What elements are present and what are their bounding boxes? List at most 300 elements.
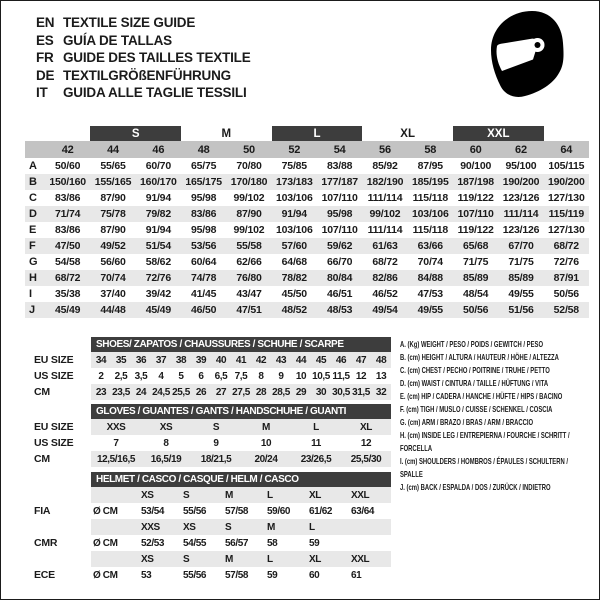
size-cell: 27,5 (231, 384, 251, 400)
size-cell: 18/21,5 (191, 451, 241, 467)
size-cell: 35 (111, 352, 131, 368)
size-cell: 30,5 (331, 384, 351, 400)
size-cell: 12 (360, 437, 372, 449)
cell (91, 551, 139, 567)
measure-cell: 107/110 (321, 192, 358, 204)
measure-cell: 83/86 (55, 224, 81, 236)
row-label: CM (34, 386, 50, 398)
size-cell: 45 (311, 352, 331, 368)
table-row (34, 567, 391, 583)
legend-item: J. (cm) BACK / ESPALDA / DOS / ZURÜCK / INDIETRO (400, 482, 551, 492)
helmet-size-header: L (265, 487, 307, 503)
measure-cell: 95/98 (191, 192, 217, 204)
helmet-size-cell: 58 (267, 537, 278, 549)
helmet-size-cell: 55/56 (183, 505, 207, 517)
legend-item: B. (cm) HEIGHT / ALTURA / HAUTEUR / HÖHE / ALTEZZA (400, 352, 559, 362)
measure-cell: 173/183 (272, 174, 317, 190)
measure-cell: 61/63 (362, 238, 407, 254)
size-column-header: 58 (408, 141, 453, 158)
helmet-size-header: XS (181, 519, 223, 535)
size-cell: 12,5/16,5 (91, 451, 141, 467)
helmet-size-cell: 59/60 (267, 505, 291, 517)
helmet-size-header: S (223, 519, 265, 535)
measure-cell: 65/75 (191, 160, 217, 172)
measure-cell: 44/48 (90, 302, 135, 318)
size-column-header: 60 (453, 141, 498, 158)
helmet-size-header: XS (139, 551, 181, 567)
cell (34, 472, 91, 487)
measure-cell: 46/50 (181, 302, 226, 318)
measure-cell: 123/126 (502, 224, 540, 236)
measure-cell: 83/86 (181, 206, 226, 222)
cell (45, 126, 90, 141)
helmet-size-cell: 63/64 (351, 505, 375, 517)
size-cell: 6 (198, 370, 204, 382)
helmet-size-header: L (307, 519, 349, 535)
language-line (36, 32, 251, 50)
measure-cell: 48/52 (272, 302, 317, 318)
size-cell: 12 (355, 370, 367, 382)
size-cell: 20/24 (241, 451, 291, 467)
size-band-m: M (221, 127, 232, 140)
helmet-size-header: XXL (349, 551, 391, 567)
guide-title: GUIDA ALLE TAGLIE TESSILI (63, 85, 247, 101)
table-row (34, 404, 391, 419)
size-band-s: S (90, 126, 181, 141)
language-code: DE (36, 67, 55, 83)
measure-cell: 50/60 (55, 160, 81, 172)
measure-row-label: F (25, 238, 45, 254)
measure-row-label: D (25, 206, 45, 222)
size-cell: XXS (91, 419, 141, 435)
size-column-header: 52 (272, 141, 317, 158)
size-cell: 10 (295, 370, 307, 382)
table-row (25, 206, 589, 222)
table-row (34, 419, 391, 435)
helmet-size-header: M (223, 551, 265, 567)
size-cell: 42 (251, 352, 271, 368)
measure-cell: 43/47 (236, 288, 262, 300)
cell (544, 126, 589, 141)
measure-cell: 65/68 (453, 238, 498, 254)
size-cell: 8 (163, 437, 169, 449)
measure-cell: 111/114 (498, 206, 543, 222)
size-cell: 31,5 (351, 384, 371, 400)
legend-item: F. (cm) TIGH / MUSLO / CUISSE / SCHENKEL / COSCIA (400, 404, 553, 414)
table-row (25, 302, 589, 318)
size-cell: 10 (260, 437, 272, 449)
row-label: US SIZE (34, 370, 74, 382)
size-cell: 11 (311, 437, 321, 449)
size-cell: 13 (375, 370, 387, 382)
measure-cell: 99/102 (362, 206, 407, 222)
cell (34, 551, 91, 567)
corner-cell (25, 141, 45, 158)
size-cell: 4 (158, 370, 164, 382)
measure-row-label: B (25, 174, 45, 190)
size-cell: 23,5 (111, 384, 131, 400)
measure-row-label: E (29, 224, 37, 236)
measure-cell: 87/90 (100, 192, 126, 204)
measure-cell: 103/106 (408, 206, 453, 222)
measure-row-label: I (29, 288, 32, 300)
legend-item: G. (cm) ARM / BRAZO / BRAS / ARM / BRACCIO (400, 417, 534, 427)
measure-cell: 49/54 (362, 302, 407, 318)
measure-cell: 85/89 (498, 270, 543, 286)
size-cell: 41 (231, 352, 251, 368)
measure-row-label: J (25, 302, 45, 318)
helmet-size-header: XL (307, 551, 349, 567)
legend-item: C. (cm) CHEST / PECHO / POITRINE / TRUHE / PETTO (400, 365, 550, 375)
measure-cell: 71/74 (45, 206, 90, 222)
helmet-size-cell: 61/62 (309, 505, 333, 517)
guide-title: TEXTILE SIZE GUIDE (63, 15, 196, 30)
table-row (25, 270, 589, 286)
language-line (36, 49, 251, 67)
helmet-size-cell: 54/55 (183, 537, 207, 549)
size-column-header: 44 (90, 141, 135, 158)
measure-cell: 75/85 (281, 160, 307, 172)
helmet-size-cell: 53 (141, 569, 152, 581)
measure-cell: 105/115 (548, 160, 585, 172)
measure-row-label: A (29, 160, 37, 172)
size-column-header: 64 (544, 141, 589, 158)
measure-cell: 41/45 (191, 288, 217, 300)
measure-cell: 95/98 (191, 224, 217, 236)
size-cell: 24,5 (151, 384, 171, 400)
guide-title: TEXTILGRÖßENFÜHRUNG (63, 67, 231, 83)
table-row (25, 190, 589, 206)
measure-row-label: C (29, 192, 37, 204)
measure-cell: 60/64 (191, 256, 217, 268)
measure-cell: 49/55 (408, 302, 453, 318)
table-row (25, 286, 589, 302)
measure-cell: 87/95 (417, 160, 443, 172)
measure-cell: 119/122 (457, 192, 494, 204)
helmet-size-cell: 59 (267, 569, 278, 581)
measure-cell: 53/56 (181, 238, 226, 254)
measure-cell: 70/74 (417, 256, 443, 268)
language-code: IT (36, 85, 48, 101)
cell (34, 337, 91, 352)
row-label: EU SIZE (34, 421, 74, 433)
helmet-size-cell (349, 535, 391, 551)
helmet-size-header: XXL (349, 487, 391, 503)
size-cell: 44 (291, 352, 311, 368)
measure-cell: 48/53 (317, 302, 362, 318)
helmet-size-header: S (181, 551, 223, 567)
legend-item: I. (cm) SHOULDERS / HOMBROS / ÉPAULES / SCHULTERN / SPALLE (400, 456, 569, 479)
helmet-size-cell: 55/56 (183, 569, 207, 581)
measure-cell: 165/175 (181, 174, 226, 190)
measure-cell: 85/89 (453, 270, 498, 286)
size-cell: 29 (291, 384, 311, 400)
measure-cell: 70/74 (90, 270, 135, 286)
measure-cell: 47/53 (417, 288, 443, 300)
size-cell: 8 (258, 370, 264, 382)
measure-cell: 63/66 (408, 238, 453, 254)
helmet-size-header: L (265, 551, 307, 567)
measure-cell: 35/38 (55, 288, 81, 300)
measure-cell: 48/54 (463, 288, 489, 300)
size-cell: XS (141, 419, 191, 435)
size-band-xxl: XXL (453, 126, 544, 141)
measure-cell: 55/65 (100, 160, 126, 172)
table-row (34, 487, 391, 503)
table-row (34, 352, 391, 368)
size-cell: 6,5 (214, 370, 228, 382)
helmet-size-header: M (223, 487, 265, 503)
measure-cell: 39/42 (145, 288, 171, 300)
table-row (34, 337, 391, 352)
measure-cell: 68/72 (45, 270, 90, 286)
row-label: CM (34, 453, 50, 465)
measure-cell: 58/62 (145, 256, 171, 268)
row-label: US SIZE (34, 437, 74, 449)
diameter-label: Ø CM (93, 569, 118, 581)
size-column-header: 54 (317, 141, 362, 158)
measure-cell: 187/198 (453, 174, 498, 190)
measure-cell: 103/106 (276, 224, 313, 236)
cell (25, 126, 45, 141)
measure-cell: 91/94 (145, 224, 171, 236)
measure-cell: 119/122 (457, 224, 494, 236)
measure-cell: 46/51 (327, 288, 353, 300)
size-cell: XL (341, 419, 391, 435)
measure-cell: 50/56 (553, 288, 579, 300)
shoes-size-table (34, 337, 391, 400)
measure-cell: 45/49 (136, 302, 181, 318)
measure-row-label: H (25, 270, 45, 286)
size-cell: 2 (98, 370, 104, 382)
size-cell: 36 (131, 352, 151, 368)
helmet-size-cell: 59 (309, 537, 320, 549)
measure-cell: 55/58 (226, 238, 271, 254)
measure-cell: 50/56 (453, 302, 498, 318)
measure-cell: 37/40 (100, 288, 126, 300)
table-row (34, 519, 391, 535)
language-code: ES (36, 32, 54, 48)
size-cell: 34 (91, 352, 111, 368)
size-cell: 23/26,5 (291, 451, 341, 467)
size-band-l: L (272, 126, 363, 141)
measure-cell: 45/49 (45, 302, 90, 318)
guide-title: GUÍA DE TALLAS (63, 32, 172, 48)
measure-cell: 74/78 (181, 270, 226, 286)
measure-cell: 71/75 (508, 256, 534, 268)
measure-cell: 190/200 (498, 174, 543, 190)
measure-cell: 170/180 (226, 174, 271, 190)
measure-cell: 90/100 (460, 160, 492, 172)
measure-cell: 66/70 (327, 256, 353, 268)
legend-item: H. (cm) INSIDE LEG / ENTREPIERNA / FOURCHE / SCHRITT / FORCELLA (400, 430, 570, 453)
size-cell: 32 (371, 384, 391, 400)
measure-cell: 79/82 (136, 206, 181, 222)
measure-cell: 56/60 (100, 256, 126, 268)
legend-item: D. (cm) WAIST / CINTURA / TAILLE / HÜFTUNG / VITA (400, 378, 549, 388)
language-line (36, 84, 251, 102)
size-cell: 37 (151, 352, 171, 368)
size-cell: 25,5/30 (341, 451, 391, 467)
measure-cell: 177/187 (317, 174, 362, 190)
textile-size-table (25, 126, 589, 318)
measure-cell: 52/58 (544, 302, 589, 318)
language-line (36, 14, 251, 32)
measure-cell: 127/130 (548, 224, 585, 236)
table-row (25, 174, 589, 190)
language-line (36, 67, 251, 85)
size-cell: 46 (331, 352, 351, 368)
table-row (25, 222, 589, 238)
measure-cell: 70/80 (236, 160, 262, 172)
size-cell: 26 (191, 384, 211, 400)
table-row (25, 158, 589, 174)
measure-cell: 51/56 (498, 302, 543, 318)
measure-cell: 83/86 (55, 192, 81, 204)
table-row (34, 384, 391, 400)
size-column-header: 48 (181, 141, 226, 158)
size-cell: 38 (171, 352, 191, 368)
measure-cell: 103/106 (276, 192, 313, 204)
measure-cell: 64/68 (281, 256, 307, 268)
measure-cell: 185/195 (408, 174, 453, 190)
standard-label: ECE (34, 569, 55, 581)
measure-cell: 123/126 (502, 192, 540, 204)
measure-cell: 82/86 (362, 270, 407, 286)
measure-cell: 49/52 (90, 238, 135, 254)
measure-cell: 68/72 (372, 256, 398, 268)
measure-cell: 87/90 (226, 206, 271, 222)
measure-cell: 182/190 (362, 174, 407, 190)
measure-cell: 155/165 (90, 174, 135, 190)
language-code: EN (36, 15, 55, 30)
measure-cell: 46/52 (372, 288, 398, 300)
table-row (34, 435, 391, 451)
measure-cell: 71/75 (463, 256, 489, 268)
size-cell: 11,5 (332, 370, 350, 382)
helmet-size-cell: 60 (309, 569, 320, 581)
size-cell: 16,5/19 (141, 451, 191, 467)
legend-item: E. (cm) HIP / CADERA / HANCHE / HÜFTE / HIPS / BACINO (400, 391, 563, 401)
measure-cell: 84/88 (408, 270, 453, 286)
size-cell: 25,5 (171, 384, 191, 400)
measure-cell: 190/200 (544, 174, 589, 190)
size-column-header: 46 (136, 141, 181, 158)
measure-cell: 59/62 (317, 238, 362, 254)
size-cell: 40 (211, 352, 231, 368)
size-cell: 28,5 (271, 384, 291, 400)
standard-label: FIA (34, 505, 51, 517)
helmet-size-cell: 57/58 (225, 505, 249, 517)
helmet-size-header: S (181, 487, 223, 503)
table-row (25, 141, 589, 158)
racing-helmet-icon (488, 8, 566, 106)
measure-cell: 115/119 (544, 206, 589, 222)
helmet-size-table (34, 472, 391, 583)
size-cell: S (191, 419, 241, 435)
measure-cell: 115/118 (412, 192, 449, 204)
guide-title: GUIDE DES TAILLES TEXTILE (63, 50, 251, 66)
helmet-size-header: M (265, 519, 307, 535)
measure-cell: 76/80 (226, 270, 271, 286)
helmet-size-header: XL (307, 487, 349, 503)
size-cell: 5 (178, 370, 184, 382)
measure-cell: 87/91 (544, 270, 589, 286)
legend-item: A. (Kg) WEIGHT / PESO / POIDS / GEWITCH / PESO (400, 339, 544, 349)
row-label: EU SIZE (34, 354, 74, 366)
measure-cell: 83/88 (327, 160, 353, 172)
helmet-size-cell: 53/54 (141, 505, 165, 517)
size-column-header: 42 (45, 141, 90, 158)
helmet-size-header: XXS (139, 519, 181, 535)
measure-cell: 99/102 (233, 192, 265, 204)
helmet-table-title: HELMET / CASCO / CASQUE / HELM / CASCO (91, 472, 391, 487)
size-cell: 39 (191, 352, 211, 368)
standard-label: CMR (34, 537, 58, 549)
measure-cell: 95/98 (317, 206, 362, 222)
table-row (34, 451, 391, 467)
measure-cell: 78/82 (272, 270, 317, 286)
diameter-label: Ø CM (93, 537, 118, 549)
measure-cell: 54/58 (55, 256, 81, 268)
size-cell: 48 (371, 352, 391, 368)
cell (34, 519, 91, 535)
language-title-list (36, 14, 251, 102)
size-column-header: 56 (362, 141, 407, 158)
measure-cell: 91/94 (272, 206, 317, 222)
helmet-size-header: XS (139, 487, 181, 503)
measure-cell: 87/90 (100, 224, 126, 236)
language-code: FR (36, 50, 54, 66)
size-cell: 30 (311, 384, 331, 400)
measure-cell: 47/50 (45, 238, 90, 254)
size-cell: 7 (113, 437, 119, 449)
helmet-size-cell: 57/58 (225, 569, 249, 581)
size-cell: 43 (271, 352, 291, 368)
measure-cell: 91/94 (145, 192, 171, 204)
cell (34, 487, 91, 503)
size-column-header: 50 (226, 141, 271, 158)
measure-cell: 75/78 (90, 206, 135, 222)
measurement-legend (400, 338, 586, 494)
size-cell: 10,5 (312, 370, 330, 382)
measure-cell: 62/66 (236, 256, 262, 268)
size-cell: 47 (351, 352, 371, 368)
table-row (34, 472, 391, 487)
measure-cell: 45/50 (281, 288, 307, 300)
table-row (34, 503, 391, 519)
size-cell: L (291, 419, 341, 435)
size-band-xl: XL (400, 127, 415, 140)
table-row (25, 238, 589, 254)
measure-cell: 107/110 (321, 224, 358, 236)
size-cell: 9 (213, 437, 219, 449)
measure-cell: 107/110 (453, 206, 498, 222)
table-row (34, 551, 391, 567)
size-cell: M (241, 419, 291, 435)
measure-cell: 111/114 (367, 192, 403, 204)
size-cell: 23 (91, 384, 111, 400)
helmet-size-header (349, 519, 391, 535)
size-cell: 9 (278, 370, 284, 382)
measure-cell: 57/60 (272, 238, 317, 254)
measure-cell: 49/55 (508, 288, 534, 300)
size-cell: 7,5 (234, 370, 248, 382)
size-cell: 27 (211, 384, 231, 400)
measure-cell: 85/92 (372, 160, 398, 172)
cell (91, 519, 139, 535)
gloves-size-table (34, 404, 391, 467)
